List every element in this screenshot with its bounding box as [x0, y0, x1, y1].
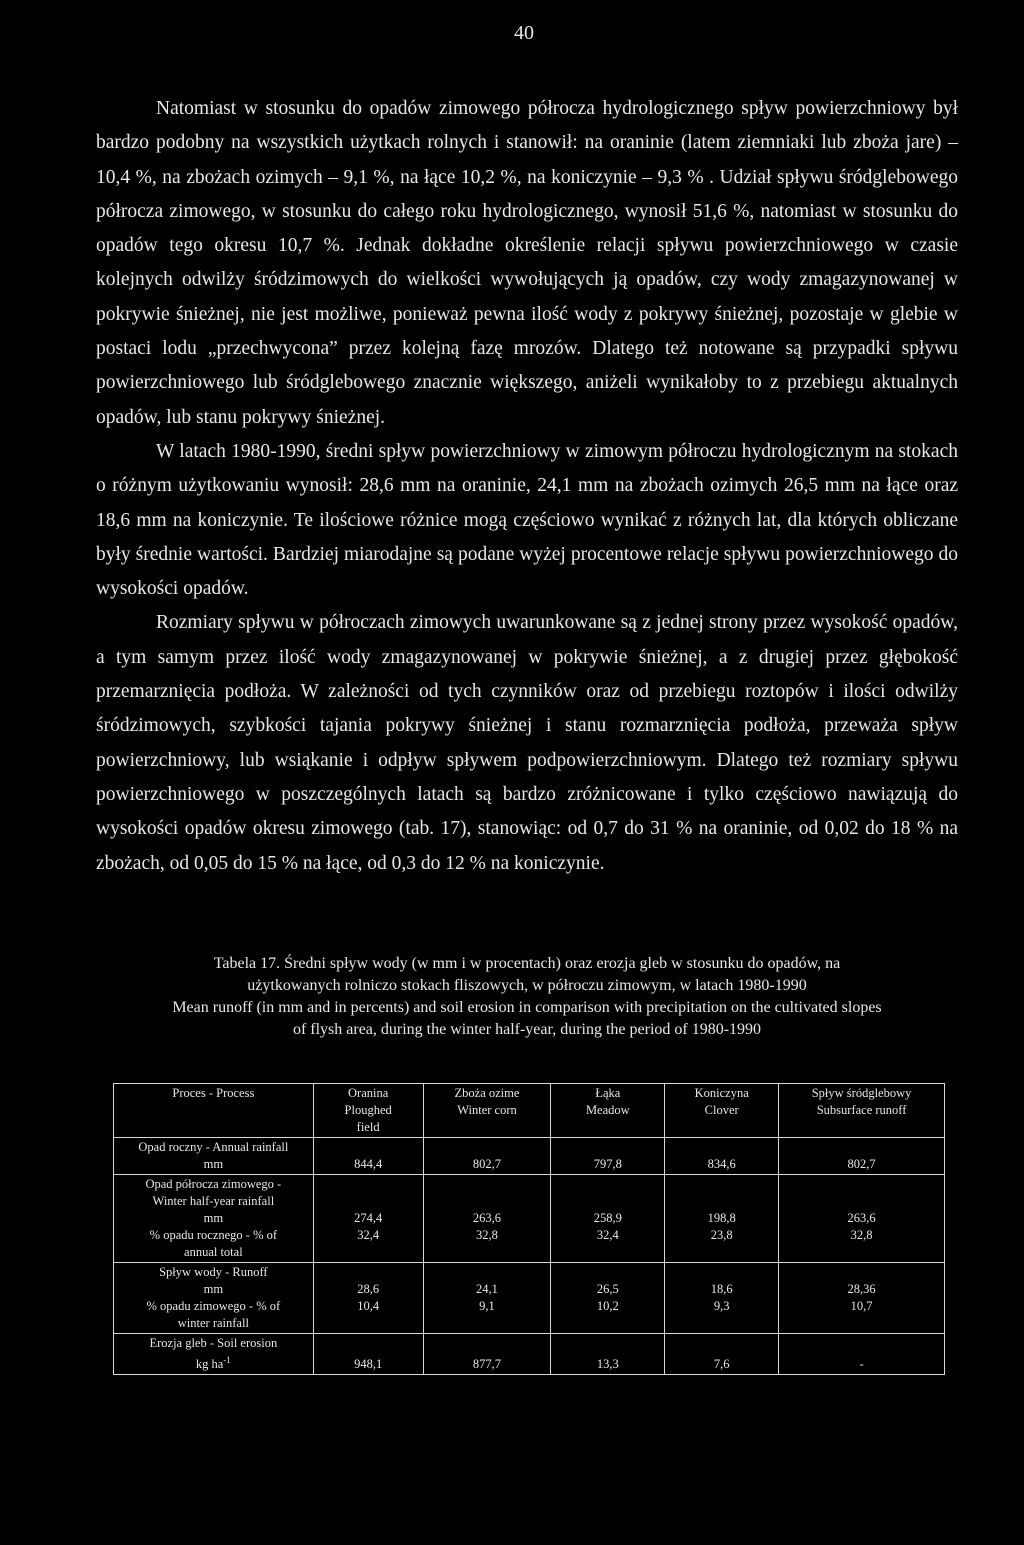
table-cell: [551, 1175, 665, 1263]
paragraph-3: Rozmiary spływu w półroczach zimowych uwarunkowane są z jednej strony przez wysokość opadów, a tym samym przez ilość wody zmagazynowanej w pokrywie śnieżnej, a z drugiej przez głębokość przemarznięcia podłoża. W zależności od tych czynników oraz od przebiegu roztopów i ilości odwilży śródzimowych, szybkości tajania pokrywy śnieżnej i stanu rozmarznięcia podłoża, przeważa spływ powierzchniowy, lub wsiąkanie i odpływ spływem podpowierzchniowym. Dlatego też rozmiary spływu powierzchniowego w poszczególnych latach są bardzo zróżnicowane i tylko częściowo nawiązują do wysokości opadów okresu zimowego (tab. 17), stanowiąc: od 0,7 do 31 % na oraninie, od 0,02 do 18 % na zbożach, od 0,05 do 15 % na łące, od 0,3 do 12 % na koniczynie.: [96, 612, 958, 874]
header-subsurface-runoff: [779, 1084, 945, 1138]
caption-line: of flysh area, during the winter half-year, during the period of 1980-1990: [292, 1021, 762, 1038]
header-text: Proces - Process: [172, 1086, 255, 1100]
cell-value: 263,6: [472, 1211, 502, 1225]
table-cell: -: [779, 1334, 945, 1375]
header-meadow: [551, 1084, 665, 1138]
table-cell: [423, 1263, 551, 1334]
row-label-text: annual total: [184, 1245, 243, 1259]
table-cell: 834,6: [665, 1138, 779, 1175]
table-cell: [551, 1263, 665, 1334]
table-cell: 877,7: [423, 1334, 551, 1375]
table-cell: [423, 1175, 551, 1263]
table-cell: 948,1: [313, 1334, 423, 1375]
row-label-text: Erozja gleb - Soil erosion: [149, 1336, 278, 1350]
cell-value: 9,3: [713, 1299, 730, 1313]
row-label-text: % opadu rocznego - % of: [149, 1228, 278, 1242]
table-cell: [665, 1175, 779, 1263]
table-header-row: [114, 1084, 945, 1138]
table-cell: [313, 1175, 423, 1263]
table-cell: 797,8: [551, 1138, 665, 1175]
row-label: [114, 1334, 314, 1375]
page-number: 40: [514, 22, 534, 44]
header-text: Oranina: [348, 1086, 389, 1100]
cell-value: 23,8: [710, 1228, 733, 1242]
table-cell: 802,7: [779, 1138, 945, 1175]
row-label-text: Winter half-year rainfall: [152, 1194, 275, 1208]
header-text: Subsurface runoff: [816, 1103, 907, 1117]
cell-value: 10,4: [357, 1299, 380, 1313]
cell-value: 10,7: [850, 1299, 873, 1313]
table-cell: 7,6: [665, 1334, 779, 1375]
header-text: Clover: [704, 1103, 739, 1117]
header-text: Ploughed: [344, 1103, 392, 1117]
superscript: -1: [223, 1355, 231, 1365]
caption-line: Tabela 17. Średni spływ wody (w mm i w procentach) oraz erozja gleb w stosunku do opadów, na: [213, 955, 841, 972]
table-cell: 802,7: [423, 1138, 551, 1175]
row-label-text: Opad roczny - Annual rainfall: [138, 1140, 289, 1154]
header-text: Meadow: [585, 1103, 630, 1117]
row-label-text: mm: [203, 1282, 224, 1296]
table-caption: [96, 953, 958, 1041]
header-text: field: [356, 1120, 380, 1134]
paragraph-1: Natomiast w stosunku do opadów zimowego półrocza hydrologicznego spływ powierzchniowy był bardzo podobny na wszystkich użytkach rolnych i stanowił: na oraninie (latem ziemniaki lub zboża jare) – 10,4 %, na zbożach ozimych – 9,1 %, na łące 10,2 %, na koniczynie – 9,3 % . Udział spływu śródglebowego półrocza zimowego, w stosunku do całego roku hydrologicznego, wynosił 51,6 %, natomiast w stosunku do opadów tego okresu 10,7 %. Jednak dokładne określenie relacji spływu powierzchniowego w czasie kolejnych odwilży śródzimowych do wielkości wywołujących ją opadów, czy wody zmagazynowanej w pokrywie śnieżnej, nie jest możliwe, ponieważ pewna ilość wody z pokrywy śnieżnej, pozostaje w glebie w postaci lodu „przechwycona” przez kolejną fazę mrozów. Dlatego też notowane są przypadki spływu powierzchniowego lub śródglebowego znacznie większego, aniżeli wynikałoby to z przebiegu aktualnych opadów, lub stanu pokrywy śnieżnej.: [96, 98, 958, 428]
cell-value: 28,36: [847, 1282, 876, 1296]
body-text: [96, 92, 958, 881]
row-label-text: mm: [203, 1211, 224, 1225]
caption-line: Mean runoff (in mm and in percents) and soil erosion in comparison with precipitation on the cultivated slopes: [172, 999, 882, 1016]
cell-value: 274,4: [354, 1211, 383, 1225]
cell-value: 32,4: [596, 1228, 619, 1242]
cell-value: 18,6: [710, 1282, 733, 1296]
cell-value: 198,8: [707, 1211, 736, 1225]
table-row: [114, 1263, 945, 1334]
cell-value: 10,2: [596, 1299, 619, 1313]
header-ploughed-field: [313, 1084, 423, 1138]
row-label: [114, 1263, 314, 1334]
row-label-text: winter rainfall: [177, 1316, 249, 1330]
cell-value: 28,6: [357, 1282, 380, 1296]
row-label-text: kg ha: [195, 1357, 224, 1372]
row-label-text: mm: [203, 1157, 224, 1171]
header-text: Spływ śródglebowy: [811, 1086, 912, 1100]
cell-value: 258,9: [593, 1211, 622, 1225]
runoff-table: [113, 1083, 945, 1375]
row-label: [114, 1138, 314, 1175]
cell-value: 26,5: [596, 1282, 619, 1296]
header-winter-corn: [423, 1084, 551, 1138]
row-label-text: % opadu zimowego - % of: [146, 1299, 281, 1313]
table-cell: 13,3: [551, 1334, 665, 1375]
table-row: [114, 1175, 945, 1263]
paragraph-2: W latach 1980-1990, średni spływ powierzchniowy w zimowym półroczu hydrologicznym na stokach o różnym użytkowaniu wynosił: 28,6 mm na oraninie, 24,1 mm na zbożach ozimych 26,5 mm na łące oraz 18,6 mm na koniczynie. Te ilościowe różnice mogą częściowo wynikać z różnych lat, dla których obliczane były średnie wartości. Bardziej miarodajne są podane wyżej procentowe relacje spływu powierzchniowego do wysokości opadów.: [96, 440, 958, 600]
row-label: [114, 1175, 314, 1263]
cell-value: 9,1: [479, 1299, 495, 1313]
cell-value: 32,8: [476, 1228, 498, 1242]
cell-value: 32,8: [850, 1228, 873, 1242]
table-cell: 844,4: [313, 1138, 423, 1175]
caption-line: użytkowanych rolniczo stokach fliszowych, w półroczu zimowym, w latach 1980-1990: [247, 977, 807, 994]
header-clover: [665, 1084, 779, 1138]
table-cell: [313, 1263, 423, 1334]
header-process: [114, 1084, 314, 1138]
table-cell: [779, 1263, 945, 1334]
table-cell: [779, 1175, 945, 1263]
cell-value: 32,4: [357, 1228, 380, 1242]
table-row: [114, 1334, 945, 1375]
table-row: [114, 1138, 945, 1175]
cell-value: 263,6: [847, 1211, 876, 1225]
header-text: Winter corn: [457, 1103, 517, 1117]
header-text: Koniczyna: [694, 1086, 749, 1100]
row-label-text: Spływ wody - Runoff: [159, 1265, 268, 1279]
row-label-text: Opad półrocza zimowego -: [145, 1177, 282, 1191]
cell-value: 24,1: [476, 1282, 498, 1296]
header-text: Zboża ozime: [454, 1086, 520, 1100]
header-text: Łąka: [595, 1086, 621, 1100]
table-cell: [665, 1263, 779, 1334]
